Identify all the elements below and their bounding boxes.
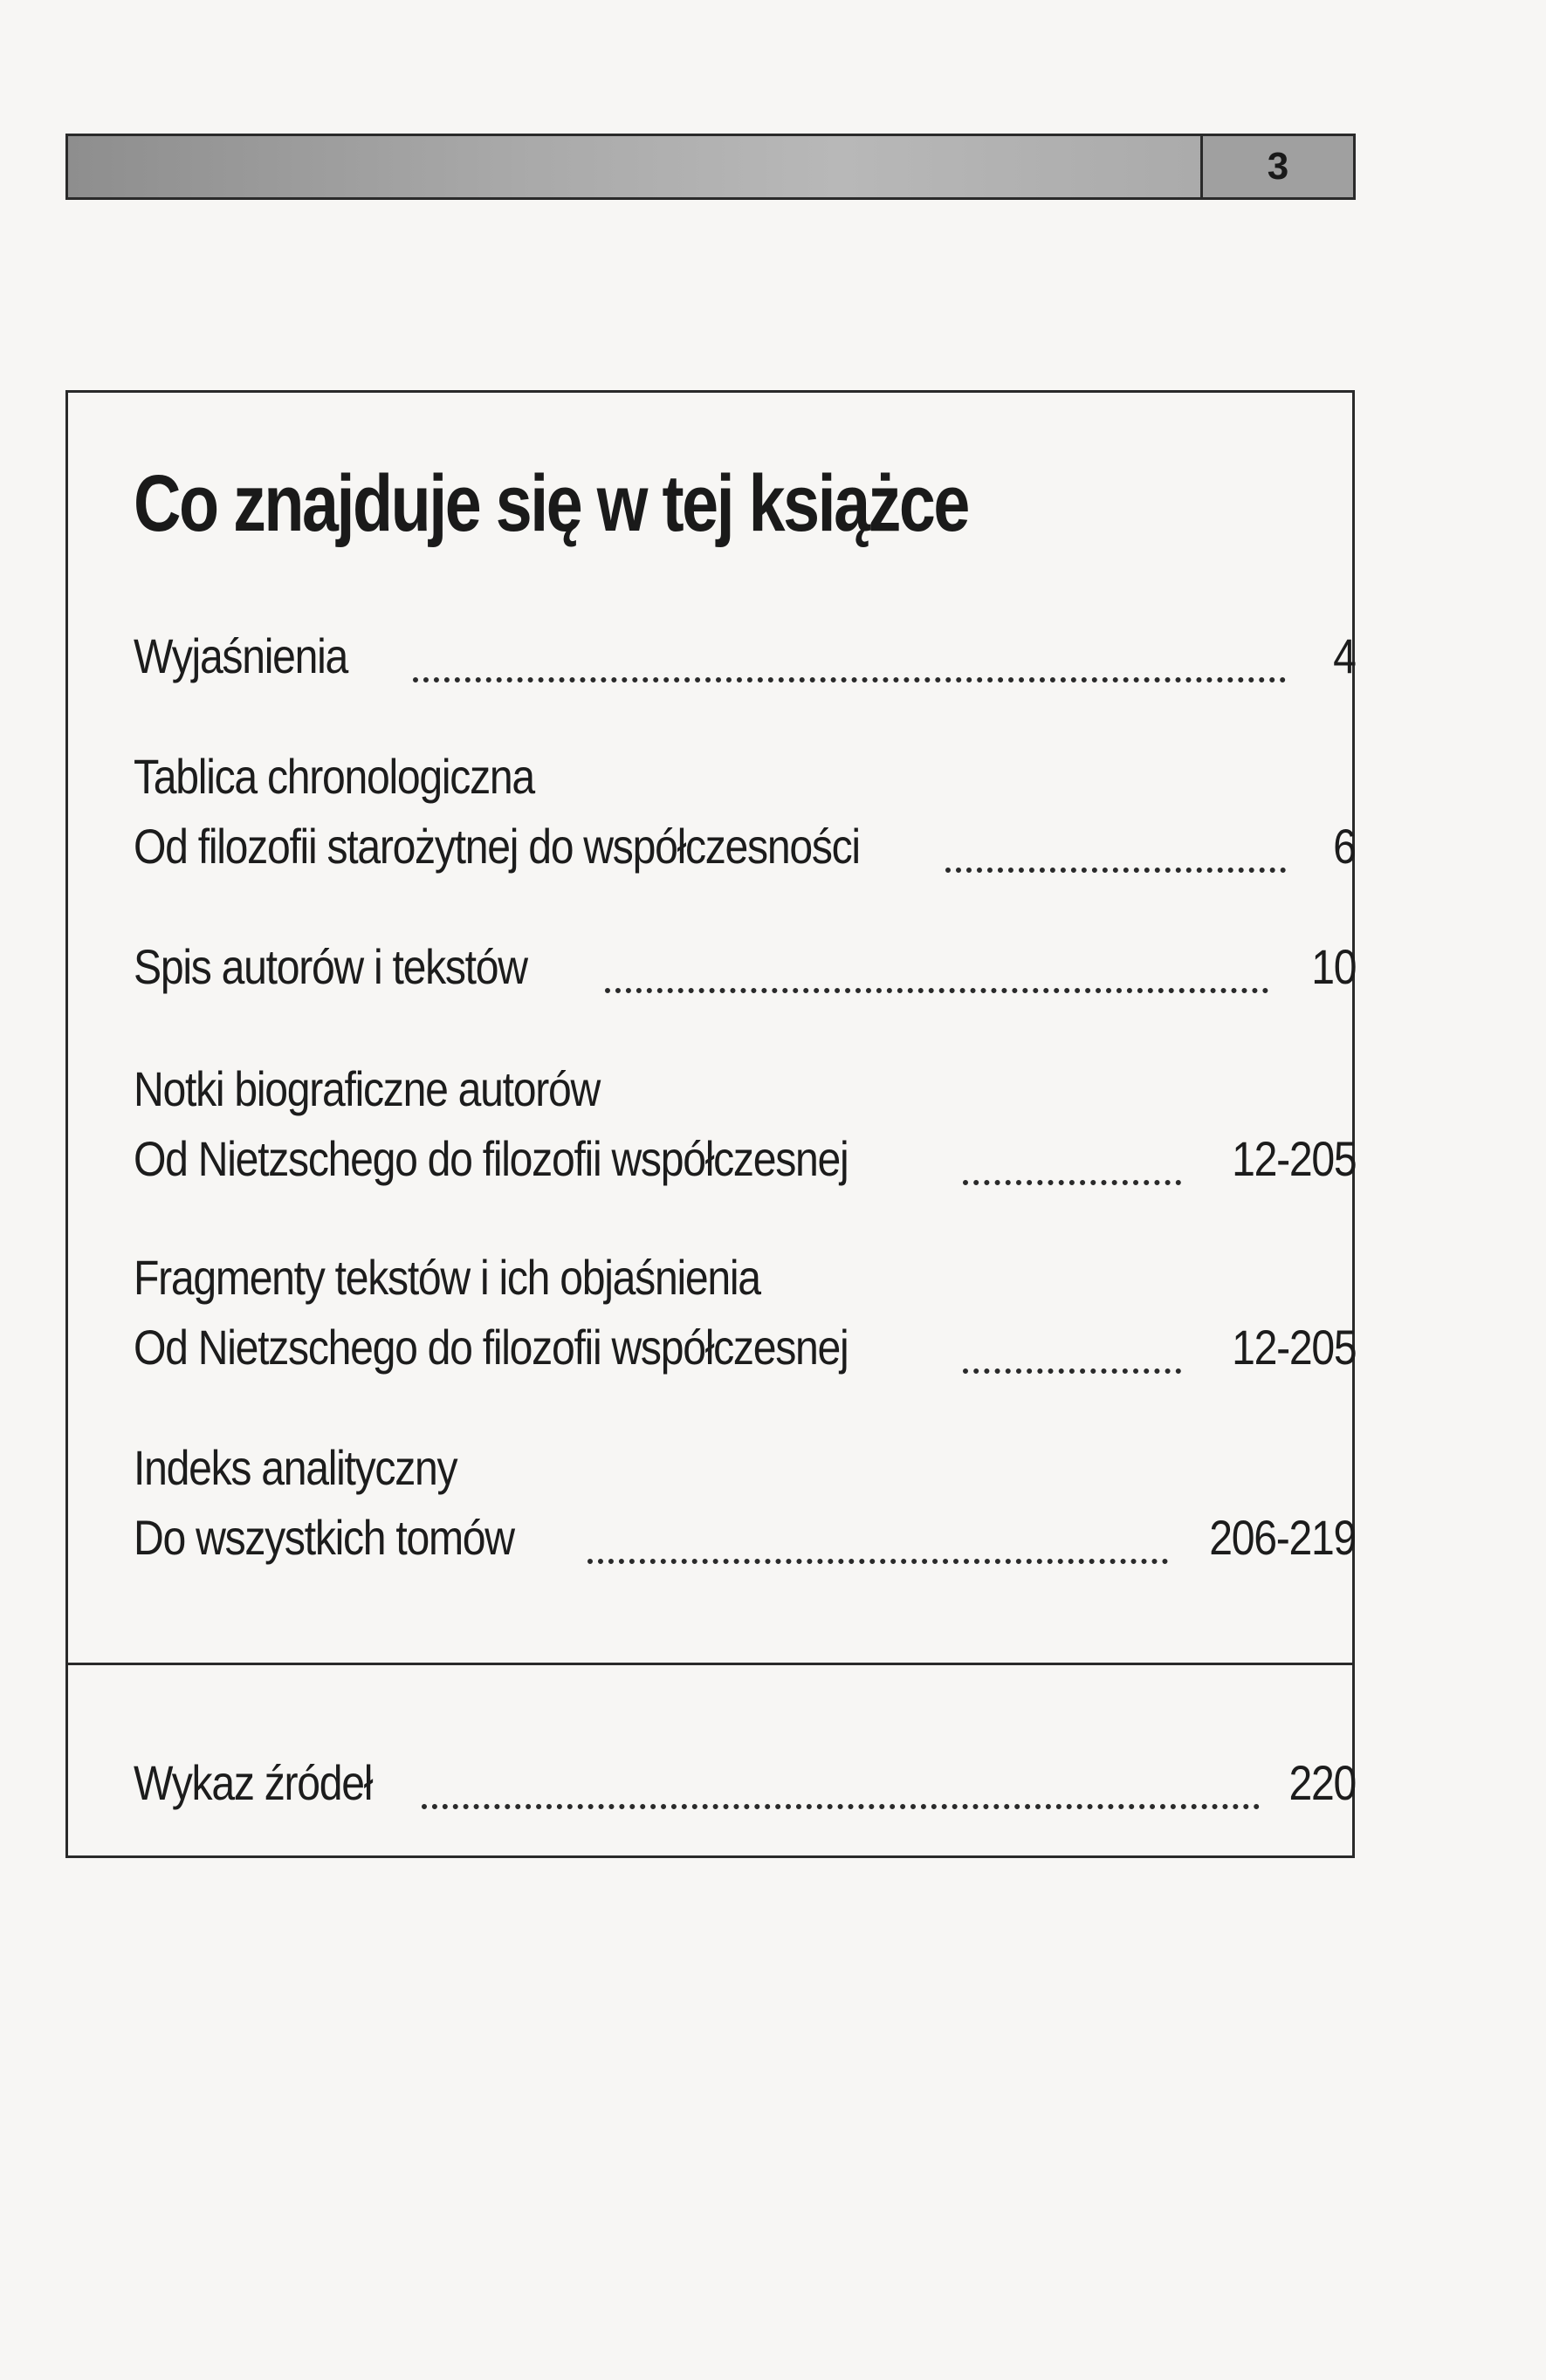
toc-entry-heading: Wyjaśnienia — [134, 628, 348, 683]
toc-line — [134, 812, 1356, 881]
toc-entry-heading-line — [134, 742, 1356, 812]
toc-entry-heading-line — [134, 1054, 1356, 1124]
toc-entry-page: 12-205 — [1231, 1320, 1356, 1375]
dot-leader — [963, 1180, 1181, 1185]
toc-entry-subtitle: Do wszystkich tomów — [134, 1510, 514, 1565]
toc-entry-heading: Fragmenty tekstów i ich objaśnienia — [134, 1250, 760, 1305]
toc-entry-page: 4 — [1333, 628, 1356, 683]
toc-entry-heading-line — [134, 1433, 1356, 1503]
section-divider — [68, 1663, 1352, 1665]
toc-entry-page: 206-219 — [1209, 1510, 1356, 1565]
table-of-contents — [65, 390, 1355, 1858]
dot-leader — [605, 988, 1268, 993]
toc-entry-page: 6 — [1333, 819, 1356, 874]
toc-entry-page: 220 — [1288, 1755, 1356, 1810]
toc-entry-subtitle: Od filozofii starożytnej do współczesności — [134, 819, 860, 874]
toc-entry-notki[interactable] — [134, 1054, 1356, 1194]
toc-entry-heading: Indeks analityczny — [134, 1440, 457, 1495]
toc-line — [134, 621, 1356, 691]
toc-line — [134, 1313, 1356, 1382]
toc-entry-page: 10 — [1311, 939, 1356, 994]
dot-leader — [945, 868, 1286, 873]
toc-entry-wyjasnienia[interactable] — [134, 621, 1356, 691]
toc-entry-wykaz[interactable] — [134, 1748, 1356, 1818]
toc-entry-page: 12-205 — [1231, 1131, 1356, 1186]
contents-title: Co znajduje się w tej książce — [134, 459, 968, 548]
toc-line — [134, 1124, 1356, 1194]
dot-leader — [963, 1368, 1181, 1374]
toc-entry-subtitle: Od Nietzschego do filozofii współczesnej — [134, 1320, 849, 1375]
toc-line — [134, 1503, 1356, 1573]
toc-line — [134, 1748, 1356, 1818]
dot-leader — [422, 1804, 1260, 1809]
toc-entry-tablica[interactable] — [134, 742, 1356, 881]
toc-entry-spis[interactable] — [134, 932, 1356, 1002]
toc-entry-subtitle: Od Nietzschego do filozofii współczesnej — [134, 1131, 849, 1186]
dot-leader — [413, 677, 1286, 682]
dot-leader — [587, 1559, 1168, 1564]
page-number: 3 — [1200, 136, 1353, 197]
toc-entry-heading: Notki biograficzne autorów — [134, 1061, 600, 1116]
toc-entry-heading-line — [134, 1243, 1356, 1313]
toc-entry-indeks[interactable] — [134, 1433, 1356, 1573]
toc-entry-heading: Spis autorów i tekstów — [134, 939, 527, 994]
page-header-bar — [65, 134, 1356, 200]
toc-line — [134, 932, 1356, 1002]
toc-entry-heading: Tablica chronologiczna — [134, 749, 534, 804]
toc-entry-heading: Wykaz źródeł — [134, 1755, 373, 1810]
toc-entry-fragmenty[interactable] — [134, 1243, 1356, 1382]
